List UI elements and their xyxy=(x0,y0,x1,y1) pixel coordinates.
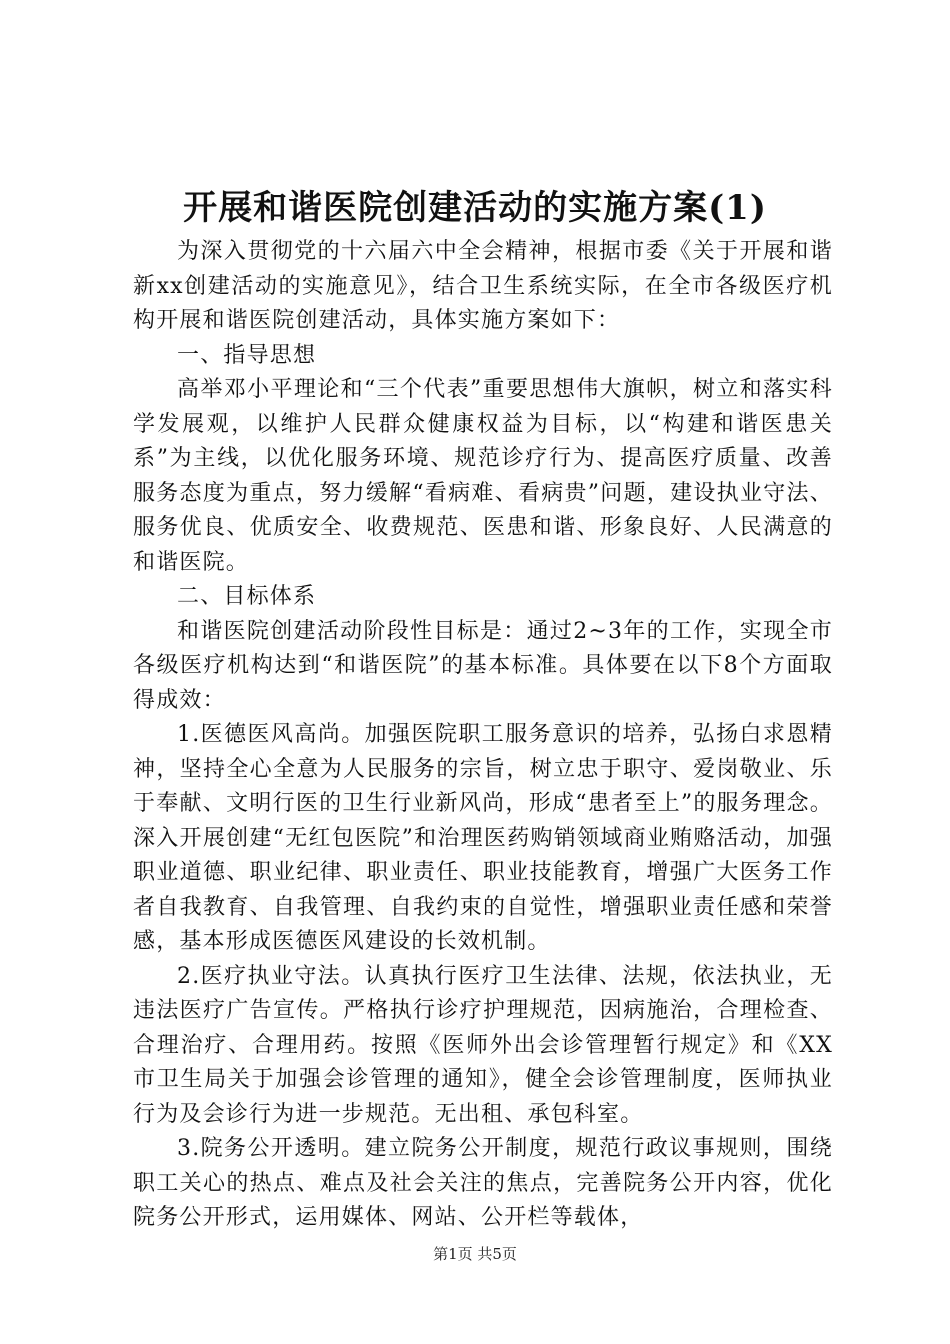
paragraph-guiding-ideology: 高举邓小平理论和“三个代表”重要思想伟大旗帜，树立和落实科学发展观，以维护人民群众健康权益为目标，以“构建和谐医患关系”为主线，以优化服务环境、规范诊疗行为、提高医疗质量、改善服务态度为重点，努力缓解“看病难、看病贵”问题，建设执业守法、服务优良、优质安全、收费规范、医患和谐、形象良好、人民满意的和谐医院。 xyxy=(133,377,833,575)
paragraph-item-3: 3.院务公开透明。建立院务公开制度，规范行政议事规则，围绕职工关心的热点、难点及社会关注的焦点，完善院务公开内容，优化院务公开形式，运用媒体、网站、公开栏等载体， xyxy=(133,1136,833,1230)
paragraph-item-2: 2.医疗执业守法。认真执行医疗卫生法律、法规，依法执业，无违法医疗广告宣传。严格执行诊疗护理规范，因病施治，合理检查、合理治疗、合理用药。按照《医师外出会诊管理暂行规定》和《XX市卫生局关于加强会诊管理的通知》，健全会诊管理制度，医师执业行为及会诊行为进一步规范。无出租、承包科室。 xyxy=(133,963,833,1127)
paragraph-intro: 为深入贯彻党的十六届六中全会精神，根据市委《关于开展和谐新xx创建活动的实施意见》，结合卫生系统实际，在全市各级医疗机构开展和谐医院创建活动，具体实施方案如下： xyxy=(133,239,833,333)
paragraph-item-1: 1.医德医风高尚。加强医院职工服务意识的培养，弘扬白求恩精神，坚持全心全意为人民服务的宗旨，树立忠于职守、爱岗敬业、乐于奉献、文明行医的卫生行业新风尚，形成“患者至上”的服务理念。深入开展创建“无红包医院”和治理医药购销领域商业贿赂活动，加强职业道德、职业纪律、职业责任、职业技能教育，增强广大医务工作者自我教育、自我管理、自我约束的自觉性，增强职业责任感和荣誉感，基本形成医德医风建设的长效机制。 xyxy=(133,722,833,954)
heading-guiding-ideology: 一、指导思想 xyxy=(177,342,317,368)
document-body xyxy=(133,235,833,1236)
heading-target-system: 二、目标体系 xyxy=(177,584,317,609)
document-title: 开展和谐医院创建活动的实施方案(1) xyxy=(183,188,767,228)
paragraph-target-system: 和谐医院创建活动阶段性目标是：通过2~3年的工作，实现全市各级医疗机构达到“和谐医院”的基本标准。具体要在以下8个方面取得成效： xyxy=(133,618,833,713)
page-number-footer: 第1页 共5页 xyxy=(433,1245,517,1263)
